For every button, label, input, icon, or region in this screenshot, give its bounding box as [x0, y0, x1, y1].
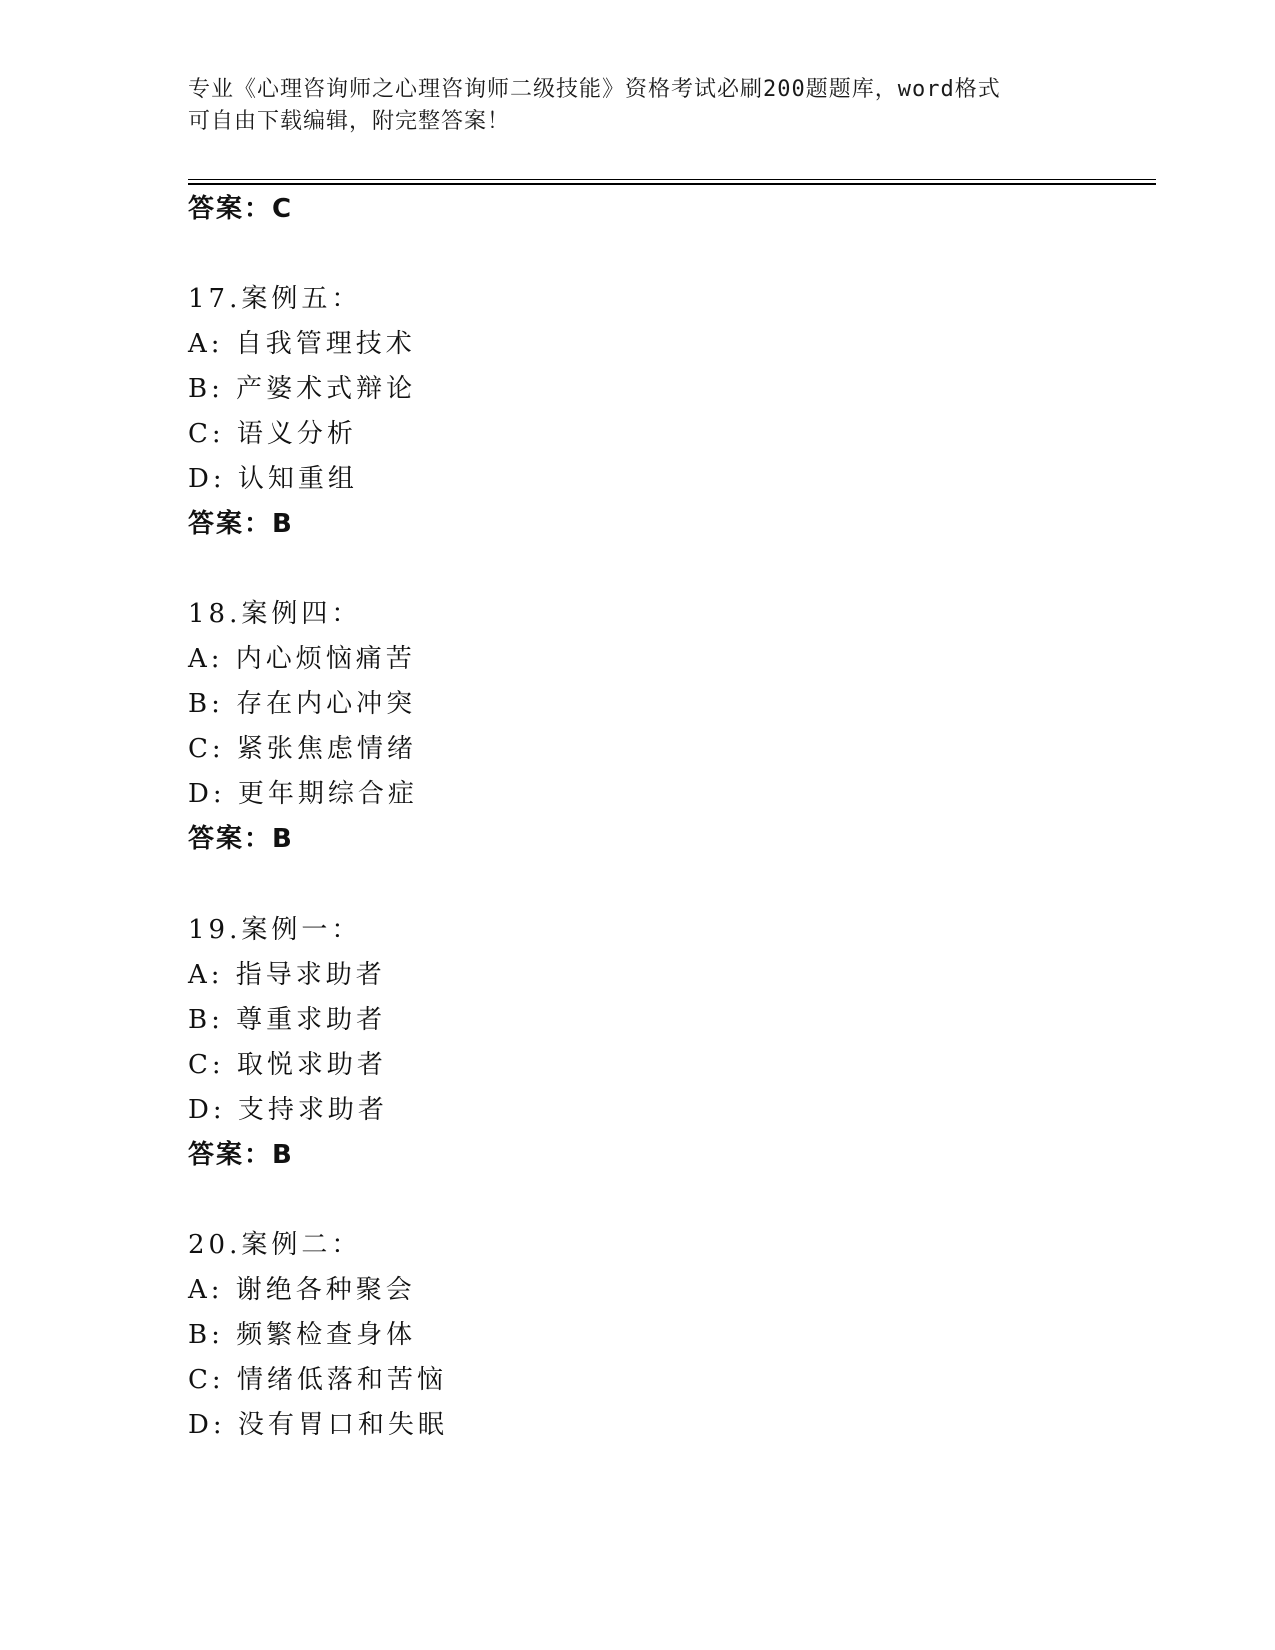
option-a: A: 自我管理技术 [188, 329, 416, 359]
previous-answer: 答案：C [188, 194, 294, 224]
option-a: A: 谢绝各种聚会 [188, 1275, 416, 1305]
option-b: B: 存在内心冲突 [188, 689, 417, 719]
option-d: D: 支持求助者 [188, 1095, 388, 1125]
option-c: C: 取悦求助者 [188, 1050, 387, 1080]
question-answer: 答案：B [188, 509, 294, 539]
question-stem: 19.案例一： [188, 915, 362, 945]
option-d: D: 认知重组 [188, 464, 358, 494]
option-d: D: 更年期综合症 [188, 779, 418, 809]
option-d: D: 没有胃口和失眠 [188, 1410, 448, 1440]
option-b: B: 频繁检查身体 [188, 1320, 417, 1350]
question-stem: 18.案例四： [188, 599, 362, 629]
option-b: B: 产婆术式辩论 [188, 374, 417, 404]
option-a: A: 内心烦恼痛苦 [188, 644, 416, 674]
question-answer: 答案：B [188, 824, 294, 854]
header-line-2: 可自由下载编辑，附完整答案！ [188, 109, 511, 134]
document-header [188, 74, 1088, 138]
header-line-1: 专业《心理咨询师之心理咨询师二级技能》资格考试必刷200题题库，word格式 [188, 77, 1001, 102]
option-c: C: 语义分析 [188, 419, 357, 449]
question-stem: 17.案例五： [188, 284, 362, 314]
option-a: A: 指导求助者 [188, 960, 386, 990]
header-divider [188, 179, 1156, 184]
option-c: C: 情绪低落和苦恼 [188, 1365, 447, 1395]
question-stem: 20.案例二： [188, 1230, 362, 1260]
question-answer: 答案：B [188, 1140, 294, 1170]
option-c: C: 紧张焦虑情绪 [188, 734, 417, 764]
option-b: B: 尊重求助者 [188, 1005, 387, 1035]
